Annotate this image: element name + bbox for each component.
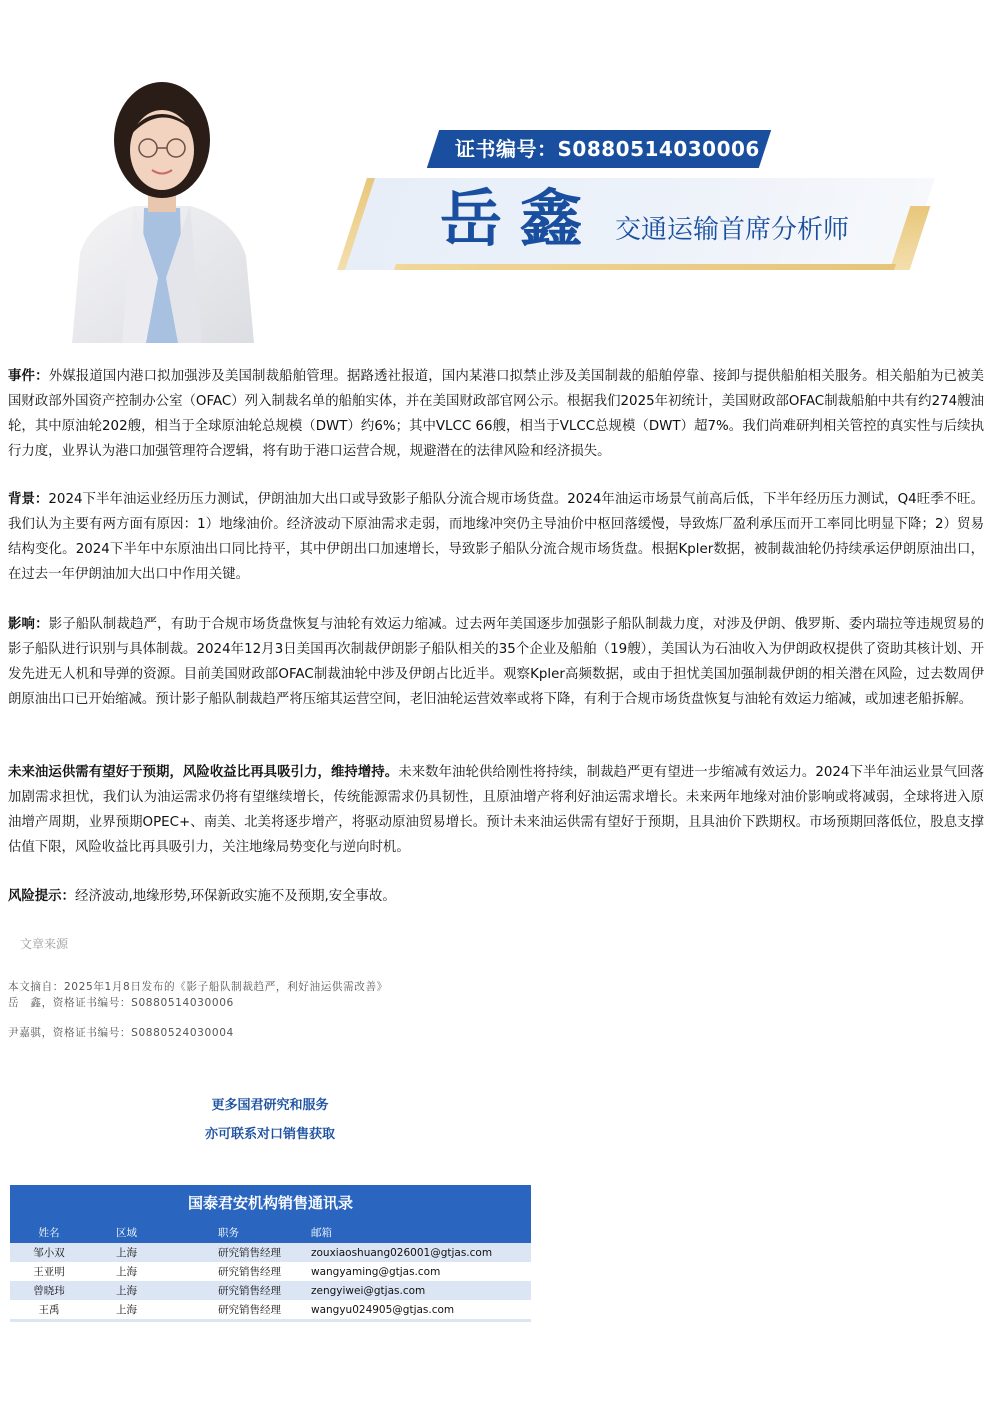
- contact-email[interactable]: wangyu024905@gtjas.com: [311, 1300, 531, 1319]
- column-header: 区域: [88, 1221, 217, 1243]
- contact-title: 研究销售经理: [217, 1300, 311, 1319]
- header-banner: [0, 0, 992, 345]
- paragraph-body: 2024下半年油运业经历压力测试，伊朗油加大出口或导致影子船队分流合规市场货盘。2024年油运市场景气前高后低，下半年经历压力测试，Q4旺季不旺。我们认为主要有两方面有原因：1）地缘油价。经济波动下原油需求走弱，而地缘冲突仍主导油价中枢回落缓慢，导致炼厂盈利承压而开工率同比明显下降；2）贸易结构变化。2024下半年中东原油出口同比持平，其中伊朗出口加速增长，导致影子船队分流合规市场货盘。根据Kpler数据，被制裁油轮仍持续承运伊朗原油出口，在过去一年伊朗油加大出口中作用关键。: [8, 492, 985, 582]
- paragraph-body: 未来数年油轮供给刚性将持续，制裁趋严更有望进一步缩减有效运力。2024下半年油运业景气回落加剧需求担忧，我们认为油运需求仍将有望继续增长，传统能源需求仍具韧性，且原油增产将利好油运需求增长。未来两年地缘对油价影响或将减弱，全球将进入原油增产周期，业界预期OPEC+、南美、北美将逐步增产，将驱动原油贸易增长。预计未来油运供需有望好于预期，且具油价下跌期权。市场预期回落低位，股息支撑估值下限，风险收益比再具吸引力，关注地缘局势变化与逆向时机。: [8, 765, 985, 855]
- paragraph-lead: 风险提示：: [8, 889, 75, 904]
- contact-region: 上海: [88, 1300, 217, 1319]
- column-header: 邮箱: [311, 1221, 531, 1243]
- paragraph-body: 经济波动,地缘形势,环保新政实施不及预期,安全事故。: [74, 889, 396, 904]
- table-row: [10, 1281, 531, 1300]
- author-cert-note: 岳 鑫，资格证书编号：S0880514030006: [8, 997, 234, 1009]
- contact-region: 上海: [88, 1243, 217, 1262]
- paragraph-body: 影子船队制裁趋严，有助于合规市场货盘恢复与油轮有效运力缩减。过去两年美国逐步加强影子船队制裁力度，对涉及伊朗、俄罗斯、委内瑞拉等违规贸易的影子船队进行识别与具体制裁。2024年12月3日美国再次制裁伊朗影子船队相关的35个企业及船舶（19艘），美国认为石油收入为伊朗政权提供了资助其核计划、开发先进无人机和导弹的资源。目前美国财政部OFAC制裁油轮中涉及伊朗占比近半。观察Kpler高频数据，或由于担忧美国加强制裁伊朗的相关潜在风险，过去数周伊朗原油出口已开始缩减。预计影子船队制裁趋严将压缩其运营空间，老旧油轮运营效率或将下降，有利于合规市场货盘恢复与油轮有效运力缩减，或加速老船拆解。: [8, 617, 985, 707]
- column-header: 职务: [217, 1221, 311, 1243]
- more-services-line: 更多国君研究和服务: [211, 1098, 329, 1113]
- contact-table-title: 国泰君安机构销售通讯录: [10, 1185, 531, 1221]
- contact-name: 王亚明: [10, 1262, 88, 1281]
- table-bottom-rule: [10, 1319, 531, 1322]
- paragraph-lead: 未来油运供需有望好于预期，风险收益比再具吸引力，维持增持。: [8, 765, 399, 780]
- gold-accent-bottom: [394, 264, 896, 270]
- sales-contact-table: [10, 1185, 531, 1322]
- paragraph-lead: 背景：: [8, 492, 49, 507]
- source-note: 本文摘自：2025年1月8日发布的《影子船队制裁趋严，利好油运供需改善》: [8, 981, 388, 993]
- table-row: [10, 1300, 531, 1319]
- paragraph-lead: 事件：: [8, 369, 49, 384]
- contact-region: 上海: [88, 1262, 217, 1281]
- contact-title: 研究销售经理: [217, 1281, 311, 1300]
- column-header: 姓名: [10, 1221, 88, 1243]
- contact-title: 研究销售经理: [217, 1262, 311, 1281]
- contact-name: 曾晓玮: [10, 1281, 88, 1300]
- contact-name: 邹小双: [10, 1243, 88, 1262]
- table-row: [10, 1262, 531, 1281]
- contact-email[interactable]: zengyiwei@gtjas.com: [311, 1281, 531, 1300]
- paragraph-impact: [8, 612, 984, 712]
- author-cert-note: 尹嘉骐，资格证书编号：S0880524030004: [8, 1027, 234, 1039]
- analyst-portrait: [62, 78, 262, 343]
- analyst-name: 岳鑫: [440, 182, 601, 255]
- paragraph-event: [8, 364, 984, 464]
- paragraph-outlook: [8, 760, 984, 860]
- table-header-row: [10, 1221, 531, 1243]
- cert-number: 证书编号：S0880514030006: [455, 137, 760, 161]
- contact-sales-line: 亦可联系对口销售获取: [204, 1127, 335, 1142]
- contact-email[interactable]: wangyaming@gtjas.com: [311, 1262, 531, 1281]
- paragraph-risk: [8, 884, 984, 909]
- analyst-role: 交通运输首席分析师: [615, 215, 850, 245]
- paragraph-lead: 影响：: [8, 617, 49, 632]
- contact-name: 王禹: [10, 1300, 88, 1319]
- contact-email[interactable]: zouxiaoshuang026001@gtjas.com: [311, 1243, 531, 1262]
- source-label: 文章来源: [20, 937, 69, 951]
- table-row: [10, 1243, 531, 1262]
- paragraph-background: [8, 487, 984, 587]
- paragraph-body: 外媒报道国内港口拟加强涉及美国制裁船舶管理。据路透社报道，国内某港口拟禁止涉及美国制裁的船舶停靠、接卸与提供船舶相关服务。相关船舶为已被美国财政部外国资产控制办公室（OFAC）列入制裁名单的船舶实体，并在美国财政部官网公示。根据我们2025年初统计，美国财政部OFAC制裁船舶中共有约274艘油轮，其中原油轮202艘，相当于全球原油轮总规模（DWT）约6%；其中VLCC 66艘，相当于VLCC总规模（DWT）超7%。我们尚难研判相关管控的真实性与后续执行力度，业界认为港口加强管理符合逻辑，将有助于港口运营合规，规避潜在的法律风险和经济损失。: [8, 369, 985, 459]
- contact-title: 研究销售经理: [217, 1243, 311, 1262]
- contact-region: 上海: [88, 1281, 217, 1300]
